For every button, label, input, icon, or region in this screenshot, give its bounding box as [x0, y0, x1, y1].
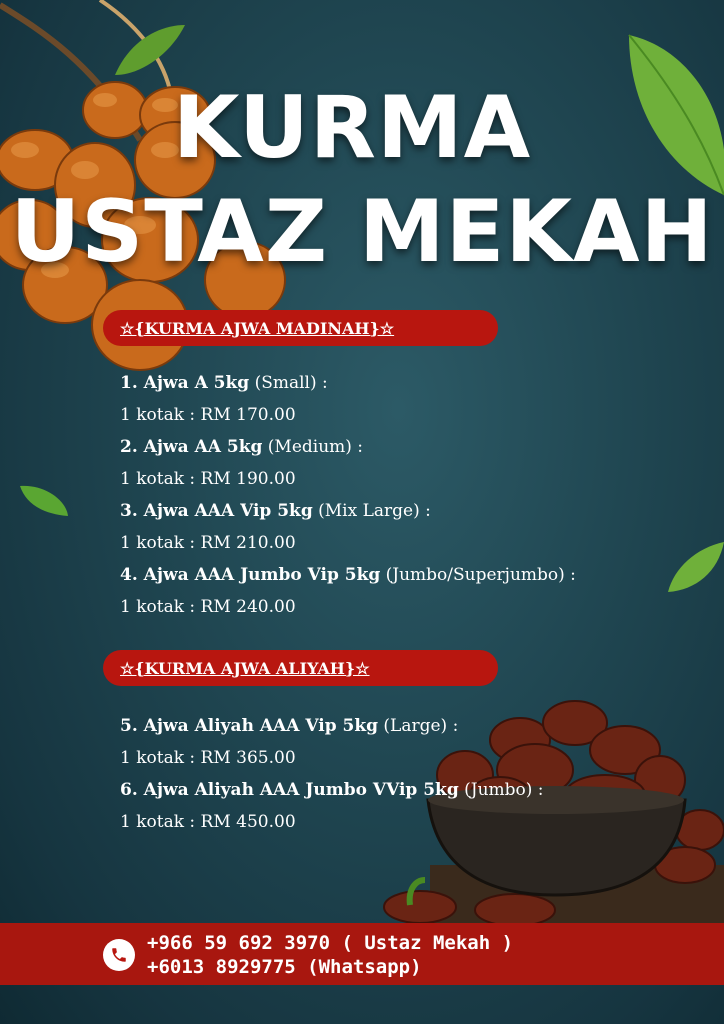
- product-list-aliyah: [120, 710, 544, 838]
- product-name: 5. Ajwa Aliyah AAA Vip 5kg: [120, 716, 378, 736]
- list-item: [120, 495, 576, 527]
- product-name: 4. Ajwa AAA Jumbo Vip 5kg: [120, 565, 381, 585]
- list-item: [120, 367, 576, 399]
- product-name: 1. Ajwa A 5kg: [120, 373, 250, 393]
- product-price: 1 kotak : RM 450.00: [120, 812, 296, 832]
- list-item: [120, 774, 544, 806]
- product-size: (Jumbo) :: [458, 780, 544, 800]
- page-title-line2: USTAZ MEKAH: [10, 182, 714, 282]
- product-size: (Medium) :: [262, 437, 364, 457]
- contact-info: [147, 931, 513, 979]
- phone-number-ustaz[interactable]: +966 59 692 3970 ( Ustaz Mekah ): [147, 932, 514, 954]
- product-name: 3. Ajwa AAA Vip 5kg: [120, 501, 313, 521]
- product-price: 1 kotak : RM 210.00: [120, 533, 296, 553]
- phone-number-whatsapp[interactable]: +6013 8929775 (Whatsapp): [147, 956, 422, 978]
- phone-icon[interactable]: [103, 939, 135, 971]
- section-header-madinah: ☆{KURMA AJWA MADINAH}☆: [103, 310, 498, 346]
- contact-bar: [0, 923, 724, 985]
- product-size: (Jumbo/Superjumbo) :: [380, 565, 576, 585]
- product-price: 1 kotak : RM 365.00: [120, 748, 296, 768]
- small-leaf-icon: [18, 484, 70, 518]
- right-leaf-icon: [666, 540, 724, 594]
- product-size: (Small) :: [249, 373, 328, 393]
- page-title-line1: KURMA: [172, 78, 532, 178]
- product-size: (Large) :: [378, 716, 459, 736]
- product-size: (Mix Large) :: [312, 501, 431, 521]
- product-name: 2. Ajwa AA 5kg: [120, 437, 263, 457]
- list-item: [120, 431, 576, 463]
- product-price: 1 kotak : RM 170.00: [120, 405, 296, 425]
- list-item: [120, 559, 576, 591]
- product-price: 1 kotak : RM 240.00: [120, 597, 296, 617]
- product-list-madinah: [120, 367, 576, 623]
- section-header-aliyah: ☆{KURMA AJWA ALIYAH}☆: [103, 650, 498, 686]
- list-item: [120, 710, 544, 742]
- product-price: 1 kotak : RM 190.00: [120, 469, 296, 489]
- product-name: 6. Ajwa Aliyah AAA Jumbo VVip 5kg: [120, 780, 459, 800]
